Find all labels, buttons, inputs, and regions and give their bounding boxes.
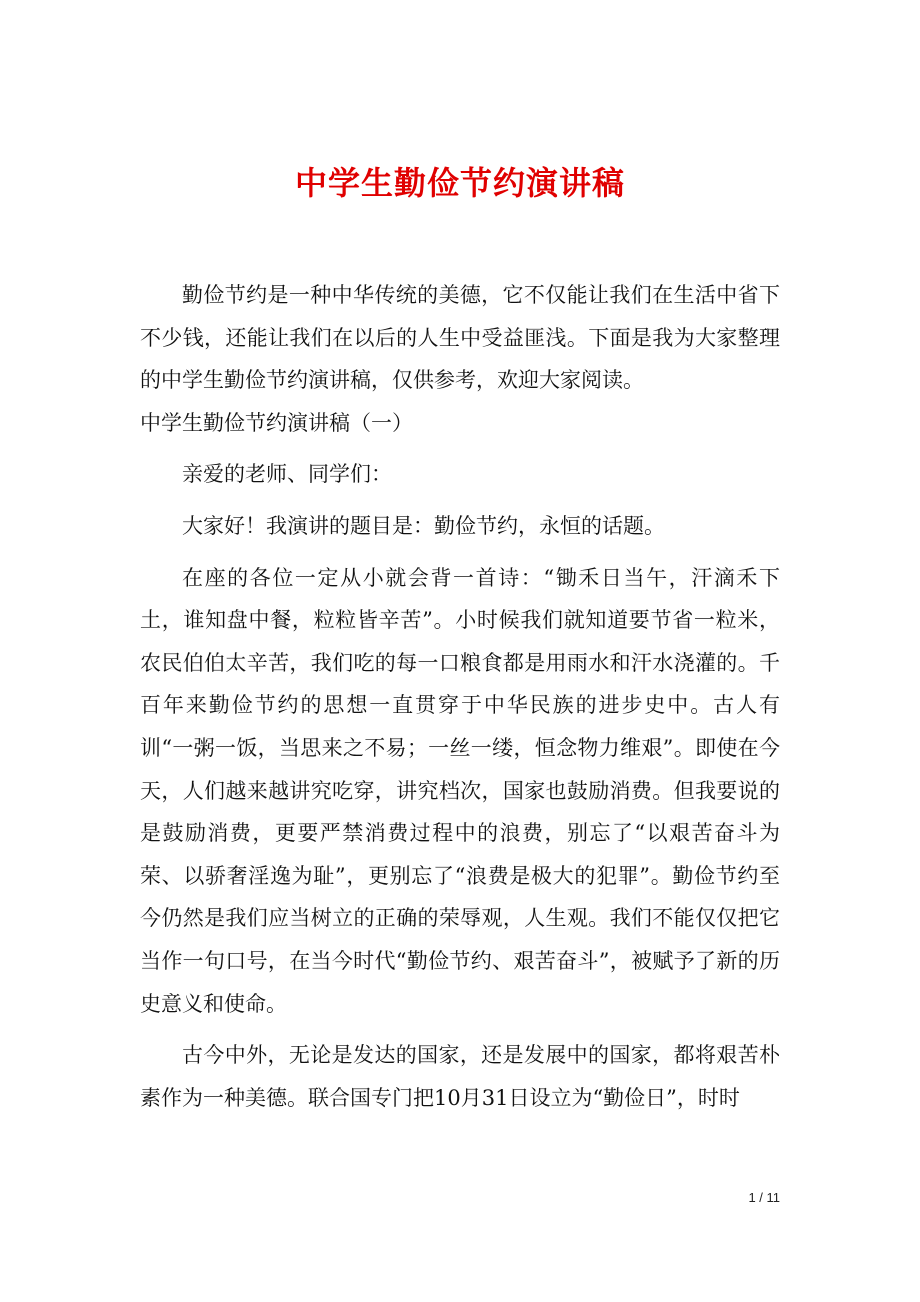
section-heading: 中学生勤俭节约演讲稿（一） [140,410,413,435]
greeting-paragraph: 大家好！我演讲的题目是：勤俭节约，永恒的话题。 [182,513,665,538]
body-paragraph: 古今中外，无论是发达的国家，还是发展中的国家，都将艰苦朴素作为一种美德。联合国专门把10月31日设立为“勤俭日”，时时 [140,1043,780,1110]
document-title: 中学生勤俭节约演讲稿 [294,164,625,203]
salutation-paragraph: 亲爱的老师、同学们： [182,462,392,487]
body-paragraph: 在座的各位一定从小就会背一首诗：“锄禾日当午，汗滴禾下土，谁知盘中餐，粒粒皆辛苦”。小时候我们就知道要节省一粒米，农民伯伯太辛苦，我们吃的每一口粮食都是用雨水和汗水浇灌的。千百年来勤俭节约的思想一直贯穿于中华民族的进步史中。古人有训“一粥一饭，当思来之不易；一丝一缕，恒念物力维艰”。即使在今天，人们越来越讲究吃穿，讲究档次，国家也鼓励消费。但我要说的是鼓励消费，更要严禁消费过程中的浪费，别忘了“以艰苦奋斗为荣、以骄奢淫逸为耻”，更别忘了“浪费是极大的犯罪”。勤俭节约至今仍然是我们应当树立的正确的荣辱观，人生观。我们不能仅仅把它当作一句口号，在当今时代“勤俭节约、艰苦奋斗”，被赋予了新的历史意义和使命。 [140,565,780,1016]
page-number: 1 / 11 [748,1190,780,1205]
intro-paragraph: 勤俭节约是一种中华传统的美德，它不仅能让我们在生活中省下不少钱，还能让我们在以后的人生中受益匪浅。下面是我为大家整理的中学生勤俭节约演讲稿，仅供参考，欢迎大家阅读。 [140,283,780,393]
document-body [140,274,780,1119]
